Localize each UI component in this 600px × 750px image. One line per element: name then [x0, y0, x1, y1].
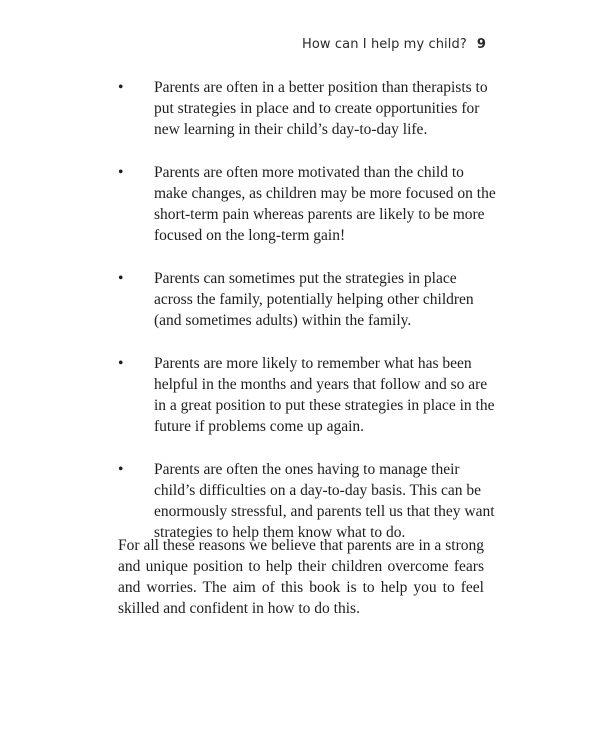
closing-paragraph: For all these reasons we believe that parents are in a strong and unique position to help their children overcome fears and worries. The aim of this book is to help you to feel skilled and confident in how to do this. — [118, 537, 484, 617]
list-item-text: Parents can sometimes put the strategies in place across the family, potentially helping other children (and sometimes adults) within the family. — [154, 270, 474, 329]
list-item-text: Parents are more likely to remember what has been helpful in the months and years that follow and so are in a great position to put these strategies in place in the future if problems come up again. — [154, 355, 495, 435]
list-item — [118, 77, 498, 140]
page-number: 9 — [476, 37, 486, 52]
bullet-icon: • — [118, 461, 124, 478]
running-header — [302, 37, 486, 52]
list-item — [118, 162, 498, 246]
list-item-text: Parents are often the ones having to manage their child’s difficulties on a day-to-day basis. This can be enormously stressful, and parents tell us that they want strategies to help them know what to do. — [154, 461, 495, 541]
bullet-icon: • — [118, 164, 124, 181]
list-item — [118, 353, 498, 437]
running-title: How can I help my child? — [302, 37, 467, 52]
bullet-icon: • — [118, 355, 124, 372]
bullet-list — [118, 77, 498, 565]
bullet-icon: • — [118, 79, 124, 96]
list-item-text: Parents are often more motivated than the child to make changes, as children may be more focused on the short-term pain whereas parents are likely to be more focused on the long-term gain! — [154, 164, 496, 244]
list-item-text: Parents are often in a better position than therapists to put strategies in place and to create opportunities for new learning in their child’s day-to-day life. — [154, 79, 488, 138]
bullet-icon: • — [118, 270, 124, 287]
list-item — [118, 268, 498, 331]
list-item — [118, 459, 498, 543]
